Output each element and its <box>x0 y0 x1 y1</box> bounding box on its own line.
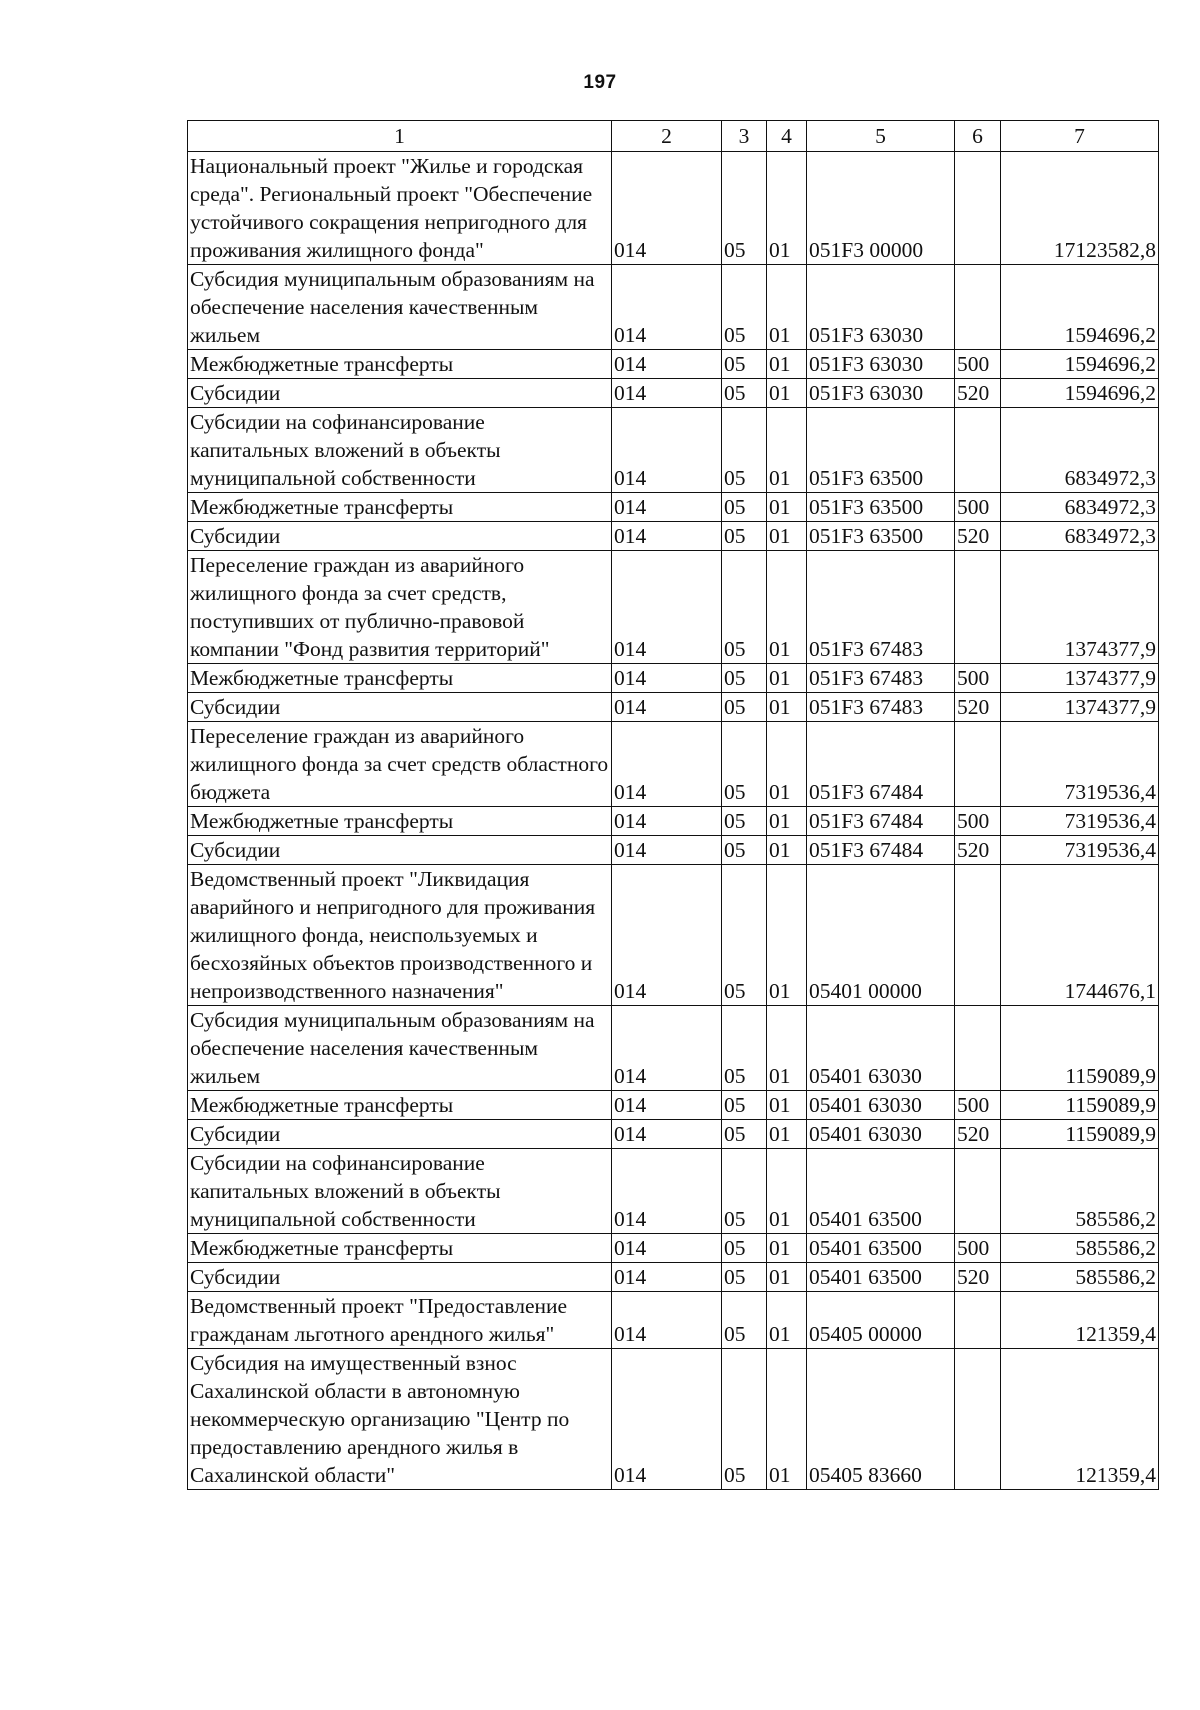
row-target-code: 05401 63030 <box>807 1006 955 1091</box>
header-cell: 3 <box>722 121 767 152</box>
row-expense-type <box>955 265 1001 350</box>
row-amount: 1374377,9 <box>1001 551 1159 664</box>
row-expense-type: 520 <box>955 836 1001 865</box>
row-expense-type: 520 <box>955 379 1001 408</box>
row-expense-type <box>955 1006 1001 1091</box>
row-section: 05 <box>722 408 767 493</box>
budget-table <box>187 120 1159 1490</box>
row-amount: 6834972,3 <box>1001 522 1159 551</box>
row-expense-type: 520 <box>955 1120 1001 1149</box>
page-number: 197 <box>583 72 617 93</box>
row-code: 014 <box>612 1263 722 1292</box>
table-row <box>188 1292 1159 1349</box>
row-subsection: 01 <box>767 379 807 408</box>
row-amount: 6834972,3 <box>1001 408 1159 493</box>
row-subsection: 01 <box>767 522 807 551</box>
row-name: Межбюджетные трансферты <box>188 350 612 379</box>
table-row <box>188 493 1159 522</box>
row-name: Субсидии <box>188 522 612 551</box>
row-subsection: 01 <box>767 350 807 379</box>
row-subsection: 01 <box>767 1149 807 1234</box>
row-amount: 17123582,8 <box>1001 152 1159 265</box>
row-name: Межбюджетные трансферты <box>188 493 612 522</box>
row-amount: 7319536,4 <box>1001 807 1159 836</box>
row-code: 014 <box>612 152 722 265</box>
table-row <box>188 1091 1159 1120</box>
row-amount: 585586,2 <box>1001 1263 1159 1292</box>
table-row <box>188 1006 1159 1091</box>
row-name: Субсидия на имущественный взнос Сахалинской области в автономную некоммерческую организацию "Центр по предоставлению арендного жилья в Сахалинской области" <box>188 1349 612 1490</box>
row-amount: 1159089,9 <box>1001 1120 1159 1149</box>
table-row <box>188 1234 1159 1263</box>
row-subsection: 01 <box>767 664 807 693</box>
row-code: 014 <box>612 551 722 664</box>
row-amount: 7319536,4 <box>1001 722 1159 807</box>
table-row <box>188 265 1159 350</box>
row-amount: 585586,2 <box>1001 1149 1159 1234</box>
row-subsection: 01 <box>767 493 807 522</box>
row-subsection: 01 <box>767 265 807 350</box>
row-name: Ведомственный проект "Ликвидация аварийного и непригодного для проживания жилищного фонда, неиспользуемых и бесхозяйных объектов производственного и непроизводственного назначения" <box>188 865 612 1006</box>
row-code: 014 <box>612 1091 722 1120</box>
row-name: Межбюджетные трансферты <box>188 1091 612 1120</box>
row-section: 05 <box>722 664 767 693</box>
header-cell: 4 <box>767 121 807 152</box>
row-target-code: 051F3 67484 <box>807 722 955 807</box>
row-section: 05 <box>722 1120 767 1149</box>
row-section: 05 <box>722 1292 767 1349</box>
row-target-code: 051F3 67483 <box>807 693 955 722</box>
row-amount: 1744676,1 <box>1001 865 1159 1006</box>
table-row <box>188 865 1159 1006</box>
row-amount: 6834972,3 <box>1001 493 1159 522</box>
row-section: 05 <box>722 1234 767 1263</box>
row-name: Ведомственный проект "Предоставление гражданам льготного арендного жилья" <box>188 1292 612 1349</box>
row-code: 014 <box>612 836 722 865</box>
row-section: 05 <box>722 1263 767 1292</box>
row-subsection: 01 <box>767 1234 807 1263</box>
row-section: 05 <box>722 350 767 379</box>
row-target-code: 05401 63030 <box>807 1091 955 1120</box>
row-subsection: 01 <box>767 408 807 493</box>
row-section: 05 <box>722 265 767 350</box>
row-code: 014 <box>612 1349 722 1490</box>
row-expense-type <box>955 152 1001 265</box>
table-row <box>188 664 1159 693</box>
row-section: 05 <box>722 693 767 722</box>
table-body <box>188 152 1159 1490</box>
row-target-code: 05401 63500 <box>807 1263 955 1292</box>
row-target-code: 05401 63500 <box>807 1149 955 1234</box>
row-section: 05 <box>722 522 767 551</box>
row-section: 05 <box>722 1149 767 1234</box>
row-code: 014 <box>612 865 722 1006</box>
table-row <box>188 551 1159 664</box>
table-row <box>188 1349 1159 1490</box>
row-name: Субсидия муниципальным образованиям на обеспечение населения качественным жильем <box>188 1006 612 1091</box>
row-amount: 1374377,9 <box>1001 693 1159 722</box>
row-expense-type: 500 <box>955 1091 1001 1120</box>
row-name: Субсидии <box>188 1263 612 1292</box>
row-expense-type: 520 <box>955 1263 1001 1292</box>
row-expense-type: 520 <box>955 522 1001 551</box>
row-name: Национальный проект "Жилье и городская среда". Региональный проект "Обеспечение устойчивого сокращения непригодного для проживания жилищного фонда" <box>188 152 612 265</box>
row-subsection: 01 <box>767 1292 807 1349</box>
row-subsection: 01 <box>767 551 807 664</box>
row-target-code: 05401 63030 <box>807 1120 955 1149</box>
row-name: Субсидии на софинансирование капитальных вложений в объекты муниципальной собственности <box>188 408 612 493</box>
header-cell: 5 <box>807 121 955 152</box>
row-expense-type: 520 <box>955 693 1001 722</box>
row-target-code: 051F3 63030 <box>807 265 955 350</box>
header-cell: 2 <box>612 121 722 152</box>
row-name: Межбюджетные трансферты <box>188 1234 612 1263</box>
row-code: 014 <box>612 408 722 493</box>
row-name: Межбюджетные трансферты <box>188 807 612 836</box>
row-section: 05 <box>722 379 767 408</box>
row-code: 014 <box>612 350 722 379</box>
row-code: 014 <box>612 664 722 693</box>
row-amount: 1159089,9 <box>1001 1006 1159 1091</box>
row-name: Субсидии <box>188 693 612 722</box>
row-amount: 121359,4 <box>1001 1349 1159 1490</box>
table-row <box>188 152 1159 265</box>
row-name: Субсидии <box>188 379 612 408</box>
row-subsection: 01 <box>767 807 807 836</box>
row-amount: 7319536,4 <box>1001 836 1159 865</box>
row-section: 05 <box>722 807 767 836</box>
row-amount: 1159089,9 <box>1001 1091 1159 1120</box>
row-code: 014 <box>612 1006 722 1091</box>
row-code: 014 <box>612 379 722 408</box>
row-target-code: 051F3 00000 <box>807 152 955 265</box>
row-section: 05 <box>722 152 767 265</box>
row-amount: 1594696,2 <box>1001 265 1159 350</box>
row-target-code: 05401 00000 <box>807 865 955 1006</box>
header-cell: 1 <box>188 121 612 152</box>
row-amount: 121359,4 <box>1001 1292 1159 1349</box>
row-name: Переселение граждан из аварийного жилищного фонда за счет средств областного бюджета <box>188 722 612 807</box>
row-target-code: 05401 63500 <box>807 1234 955 1263</box>
table-row <box>188 1263 1159 1292</box>
row-target-code: 05405 00000 <box>807 1292 955 1349</box>
row-amount: 1594696,2 <box>1001 350 1159 379</box>
row-code: 014 <box>612 522 722 551</box>
row-amount: 585586,2 <box>1001 1234 1159 1263</box>
row-subsection: 01 <box>767 1349 807 1490</box>
row-target-code: 051F3 63500 <box>807 493 955 522</box>
header-row <box>188 121 1159 152</box>
table-row <box>188 722 1159 807</box>
row-subsection: 01 <box>767 152 807 265</box>
row-expense-type <box>955 551 1001 664</box>
table-row <box>188 408 1159 493</box>
row-code: 014 <box>612 1234 722 1263</box>
row-subsection: 01 <box>767 1120 807 1149</box>
row-code: 014 <box>612 722 722 807</box>
row-subsection: 01 <box>767 836 807 865</box>
row-subsection: 01 <box>767 693 807 722</box>
row-target-code: 051F3 67484 <box>807 807 955 836</box>
row-target-code: 051F3 63030 <box>807 350 955 379</box>
row-name: Переселение граждан из аварийного жилищного фонда за счет средств, поступивших от публично-правовой компании "Фонд развития территорий" <box>188 551 612 664</box>
row-target-code: 051F3 63500 <box>807 408 955 493</box>
row-section: 05 <box>722 1349 767 1490</box>
row-expense-type: 500 <box>955 664 1001 693</box>
row-section: 05 <box>722 836 767 865</box>
row-section: 05 <box>722 551 767 664</box>
row-expense-type <box>955 1149 1001 1234</box>
row-section: 05 <box>722 1006 767 1091</box>
table-row <box>188 836 1159 865</box>
table-row <box>188 1120 1159 1149</box>
row-target-code: 051F3 63500 <box>807 522 955 551</box>
table-row <box>188 1149 1159 1234</box>
row-subsection: 01 <box>767 1091 807 1120</box>
row-expense-type <box>955 1349 1001 1490</box>
table-row <box>188 522 1159 551</box>
row-expense-type: 500 <box>955 350 1001 379</box>
row-code: 014 <box>612 1120 722 1149</box>
row-subsection: 01 <box>767 722 807 807</box>
row-name: Межбюджетные трансферты <box>188 664 612 693</box>
table-row <box>188 807 1159 836</box>
row-section: 05 <box>722 493 767 522</box>
row-name: Субсидии <box>188 1120 612 1149</box>
row-name: Субсидии на софинансирование капитальных вложений в объекты муниципальной собственности <box>188 1149 612 1234</box>
row-code: 014 <box>612 493 722 522</box>
row-target-code: 05405 83660 <box>807 1349 955 1490</box>
row-code: 014 <box>612 265 722 350</box>
header-cell: 6 <box>955 121 1001 152</box>
row-amount: 1594696,2 <box>1001 379 1159 408</box>
table-row <box>188 350 1159 379</box>
row-target-code: 051F3 67483 <box>807 551 955 664</box>
row-name: Субсидии <box>188 836 612 865</box>
row-code: 014 <box>612 693 722 722</box>
row-expense-type: 500 <box>955 1234 1001 1263</box>
row-expense-type <box>955 865 1001 1006</box>
row-target-code: 051F3 67483 <box>807 664 955 693</box>
row-expense-type: 500 <box>955 493 1001 522</box>
row-code: 014 <box>612 807 722 836</box>
row-subsection: 01 <box>767 1263 807 1292</box>
table-row <box>188 693 1159 722</box>
row-expense-type: 500 <box>955 807 1001 836</box>
row-section: 05 <box>722 865 767 1006</box>
header-cell: 7 <box>1001 121 1159 152</box>
row-amount: 1374377,9 <box>1001 664 1159 693</box>
row-section: 05 <box>722 1091 767 1120</box>
row-code: 014 <box>612 1292 722 1349</box>
row-expense-type <box>955 1292 1001 1349</box>
row-expense-type <box>955 722 1001 807</box>
row-name: Субсидия муниципальным образованиям на обеспечение населения качественным жильем <box>188 265 612 350</box>
row-subsection: 01 <box>767 865 807 1006</box>
row-code: 014 <box>612 1149 722 1234</box>
row-subsection: 01 <box>767 1006 807 1091</box>
row-section: 05 <box>722 722 767 807</box>
row-target-code: 051F3 63030 <box>807 379 955 408</box>
row-target-code: 051F3 67484 <box>807 836 955 865</box>
row-expense-type <box>955 408 1001 493</box>
table-row <box>188 379 1159 408</box>
